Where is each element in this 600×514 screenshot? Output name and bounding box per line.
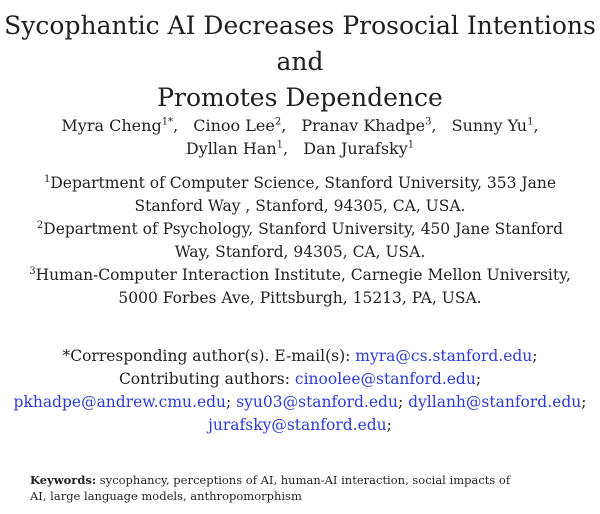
keywords-line-1: sycophancy, perceptions of AI, human-AI interaction, social impacts of — [99, 473, 511, 487]
author-name: Cinoo Lee — [193, 116, 275, 135]
email-link[interactable]: dyllanh@stanford.edu — [408, 393, 582, 411]
author-affiliation-mark: 3 — [425, 116, 432, 128]
keywords-line-2: AI, large language models, anthropomorphism — [30, 489, 302, 503]
affiliation-number: 3 — [29, 265, 36, 277]
email-link[interactable]: myra@cs.stanford.edu — [355, 347, 533, 365]
paper-title — [0, 8, 600, 116]
affiliation — [0, 172, 600, 218]
author-affiliation-mark: 2 — [274, 116, 282, 128]
title-line-2: Promotes Dependence — [157, 83, 443, 112]
keywords-label: Keywords: — [30, 473, 97, 487]
email-link[interactable]: pkhadpe@andrew.cmu.edu — [13, 393, 227, 411]
affiliation-line-1: Department of Psychology, Stanford University, 450 Jane Stanford — [43, 220, 564, 238]
affiliation — [0, 218, 600, 264]
corresponding-label: *Corresponding author(s). E-mail(s): — [62, 347, 351, 365]
author-name: Pranav Khadpe — [301, 116, 426, 135]
affiliation-number: 1 — [44, 173, 51, 185]
keywords-block — [30, 472, 585, 504]
author: Cinoo Lee$^2$, — [193, 116, 287, 135]
email-link[interactable]: syu03@stanford.edu — [236, 393, 398, 411]
author-affiliation-mark: 1 — [276, 139, 284, 151]
email-link[interactable]: jurafsky@stanford.edu — [208, 416, 387, 434]
title-line-1: Sycophantic AI Decreases Prosocial Intentions and — [4, 11, 596, 76]
author: Dyllan Han$^1$, — [185, 139, 289, 158]
email-separator: ; — [226, 393, 232, 411]
email-separator: ; — [386, 416, 392, 434]
author-affiliation-mark: 1 — [527, 116, 534, 128]
email-separator: ; — [532, 347, 538, 365]
author-name: Dyllan Han — [185, 139, 277, 158]
affiliation-line-1: Human-Computer Interaction Institute, Carnegie Mellon University, — [35, 266, 571, 284]
author: Myra Cheng$^{1*}$, — [61, 116, 179, 135]
author-name: Myra Cheng — [61, 116, 162, 135]
author-name: Sunny Yu — [451, 116, 528, 135]
email-separator: ; — [475, 370, 482, 388]
email-separator: ; — [397, 393, 404, 411]
author-list — [0, 114, 600, 160]
affiliation-number: 2 — [36, 219, 44, 231]
author — [303, 139, 414, 158]
affiliation — [0, 264, 600, 310]
correspondence-block — [0, 345, 600, 437]
author-affiliation-mark: 1 — [407, 139, 415, 151]
author: Sunny Yu$^1$, — [451, 116, 539, 135]
email-separator: ; — [581, 393, 587, 411]
affiliation-line-2: 5000 Forbes Ave, Pittsburgh, 15213, PA, USA. — [118, 289, 482, 307]
contributing-label: Contributing authors: — [118, 370, 290, 388]
affiliation-line-2: Stanford Way , Stanford, 94305, CA, USA. — [134, 197, 466, 215]
author-name: Dan Jurafsky — [303, 139, 408, 158]
affiliation-line-1: Department of Computer Science, Stanford University, 353 Jane — [50, 174, 556, 192]
affiliation-line-2: Way, Stanford, 94305, CA, USA. — [174, 243, 426, 261]
affiliation-list — [0, 172, 600, 310]
author: Pranav Khadpe$^3$, — [301, 116, 437, 135]
email-link[interactable]: cinoolee@stanford.edu — [294, 370, 476, 388]
author-affiliation-mark: 1* — [161, 116, 174, 128]
